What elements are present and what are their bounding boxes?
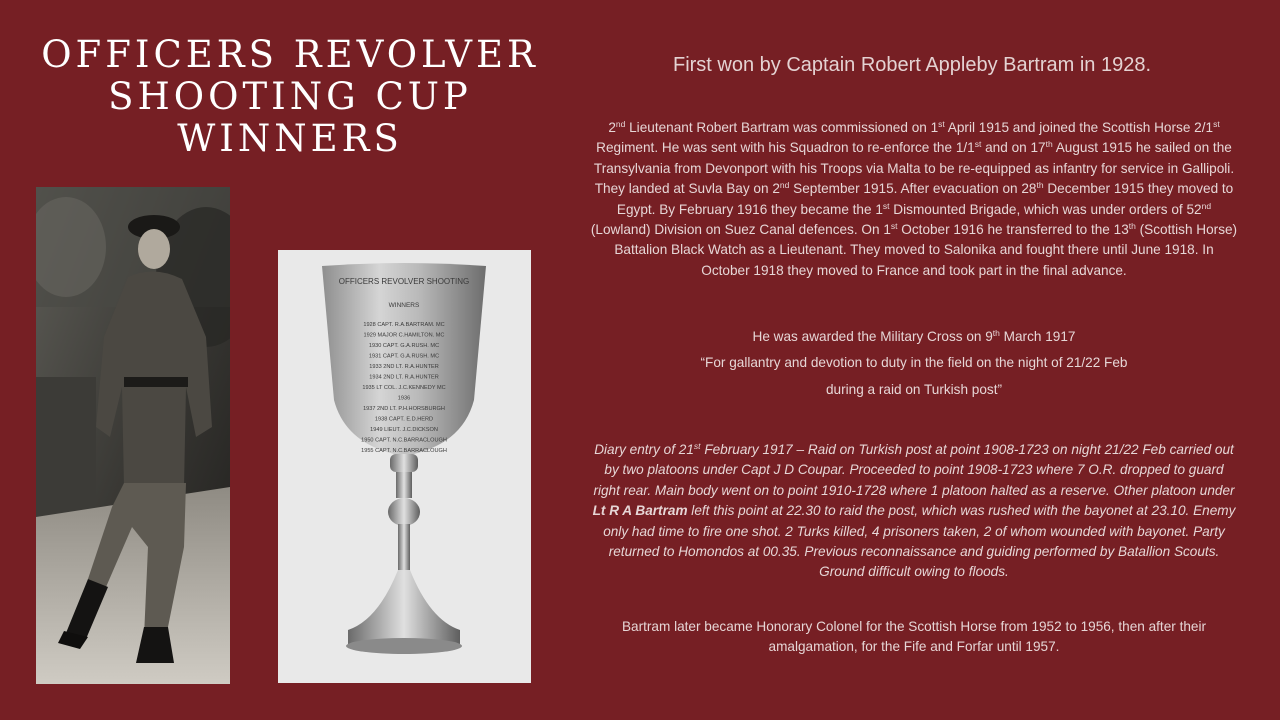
text-run: 2 — [608, 120, 616, 135]
text-run: October 1916 he transferred to the 13 — [897, 222, 1129, 238]
superscript-text: st — [1213, 119, 1220, 129]
cup-photo — [278, 250, 531, 683]
superscript-text: st — [974, 139, 982, 150]
cup-winner-entry: 1935 LT COL. J.C.KENNEDY MC — [362, 385, 446, 391]
text-run: (Lowland) Division on Suez Canal defences. On 1 — [590, 222, 891, 238]
superscript-text: st — [882, 200, 890, 211]
cup-winner-entry: 1955 CAPT. N.C.BARRACLOUGH — [361, 448, 447, 454]
superscript-text: th — [992, 328, 1000, 338]
text-run: (Scottish Horse) Battalion Black Watch as a Lieutenant. They moved to Salonika and fought there until June 1918. In October 1918 they moved to France and took part in the final advance. — [614, 222, 1238, 278]
text-run: March 1917 — [999, 329, 1076, 344]
cup-winner-entry: 1950 CAPT. N.C.BARRACLOUGH — [361, 437, 447, 444]
superscript-text: th — [1045, 139, 1053, 150]
officer-photo — [36, 187, 230, 684]
superscript-text: nd — [1201, 200, 1212, 211]
cup-winner-entry: 1928 CAPT. R.A.BARTRAM. MC — [363, 322, 445, 328]
text-run: February 1917 – Raid on Turkish post at point 1908-1723 on night 21/22 Feb carried out by two platoons under Capt J D Coupar. Proceeded to point 1908-1723 where 7 O.R. dropped to guard right rear. Main body went on to point 1910-1728 where 1 platoon halted as a reserve. Other platoon under — [593, 442, 1235, 498]
text-run: September 1915. After evacuation on 28 — [789, 181, 1037, 197]
text-run: He was awarded the Military Cross on 9 — [752, 329, 993, 344]
award-line — [590, 327, 1238, 347]
superscript-text: st — [693, 441, 701, 451]
bold-name-text: Lt R A Bartram — [592, 503, 688, 519]
text-run: Lieutenant Robert Bartram was commissioned on 1 — [625, 120, 939, 135]
text-run: December 1915 they moved to Egypt. By February 1916 they became the 1 — [616, 181, 1234, 217]
subtitle-heading: First won by Captain Robert Appleby Bartram in 1928. — [672, 54, 1152, 76]
cup-winner-entry: 1931 CAPT. G.A.RUSH. MC — [368, 353, 440, 360]
biography-paragraph — [590, 118, 1238, 281]
later-career-paragraph: Bartram later became Honorary Colonel for the Scottish Horse from 1952 to 1956, then after their amalgamation, for the Fife and Forfar until 1957. — [621, 619, 1207, 655]
text-run: Regiment. He was sent with his Squadron to re-enforce the 1/1 — [596, 140, 975, 156]
superscript-text: nd — [615, 119, 626, 129]
diary-entry-paragraph — [590, 440, 1238, 583]
slide-title: OFFICERS REVOLVER SHOOTING CUP WINNERS — [41, 33, 539, 160]
cup-winner-entry: 1937 2ND LT. P.H.HORSBURGH — [363, 406, 445, 412]
superscript-text: th — [1036, 180, 1044, 191]
cup-winner-entry: 1936 — [397, 395, 411, 402]
citation-quote-line2: during a raid on Turkish post” — [825, 381, 1003, 397]
cup-winner-entry: 1930 CAPT. G.A.RUSH. MC — [368, 343, 440, 349]
cup-winner-entry: 1934 2ND LT. R.A.HUNTER — [369, 374, 439, 381]
citation-quote-line1: “For gallantry and devotion to duty in the field on the night of 21/22 Feb — [700, 355, 1128, 371]
svg-text:WINNERS: WINNERS — [388, 302, 420, 309]
superscript-text: nd — [779, 180, 790, 191]
text-run: and on 17 — [981, 140, 1046, 156]
award-section — [590, 327, 1238, 400]
cup-winner-entry: 1933 2ND LT. R.A.HUNTER — [369, 364, 439, 370]
text-run: August 1915 he sailed on the Transylvania from Devonport with his Troops via Malta to be re-equipped as infantry for service in Gallipoli. They landed at Suvla Bay on 2 — [593, 140, 1235, 197]
text-run: Dismounted Brigade, which was under orders of 52 — [889, 201, 1202, 217]
cup-winner-entry: 1949 LIEUT. J.C.DICKSON — [370, 427, 438, 433]
text-run: Diary entry of 21 — [594, 442, 694, 457]
cup-winner-entry: 1929 MAJOR C.HAMILTON. MC — [363, 332, 445, 339]
svg-text:OFFICERS REVOLVER SHOOTING: OFFICERS REVOLVER SHOOTING — [338, 277, 470, 286]
cup-winner-entry: 1938 CAPT. E.D.HERD — [374, 416, 434, 423]
superscript-text: th — [1128, 221, 1136, 232]
superscript-text: st — [890, 221, 898, 232]
text-run: left this point at 22.30 to raid the post, which was rushed with the bayonet at 23.10. Enemy only had time to fire one shot. 2 Turks killed, 4 prisoners taken, 2 of whom wounded with bayonet. Party returned to Homondos at 00.35. Previous reconnaissance and guiding performed by Batallion Scouts. Ground difficult owing to floods. — [603, 503, 1236, 580]
text-run: April 1915 and joined the Scottish Horse 2/1 — [944, 120, 1214, 135]
superscript-text: st — [938, 119, 945, 129]
